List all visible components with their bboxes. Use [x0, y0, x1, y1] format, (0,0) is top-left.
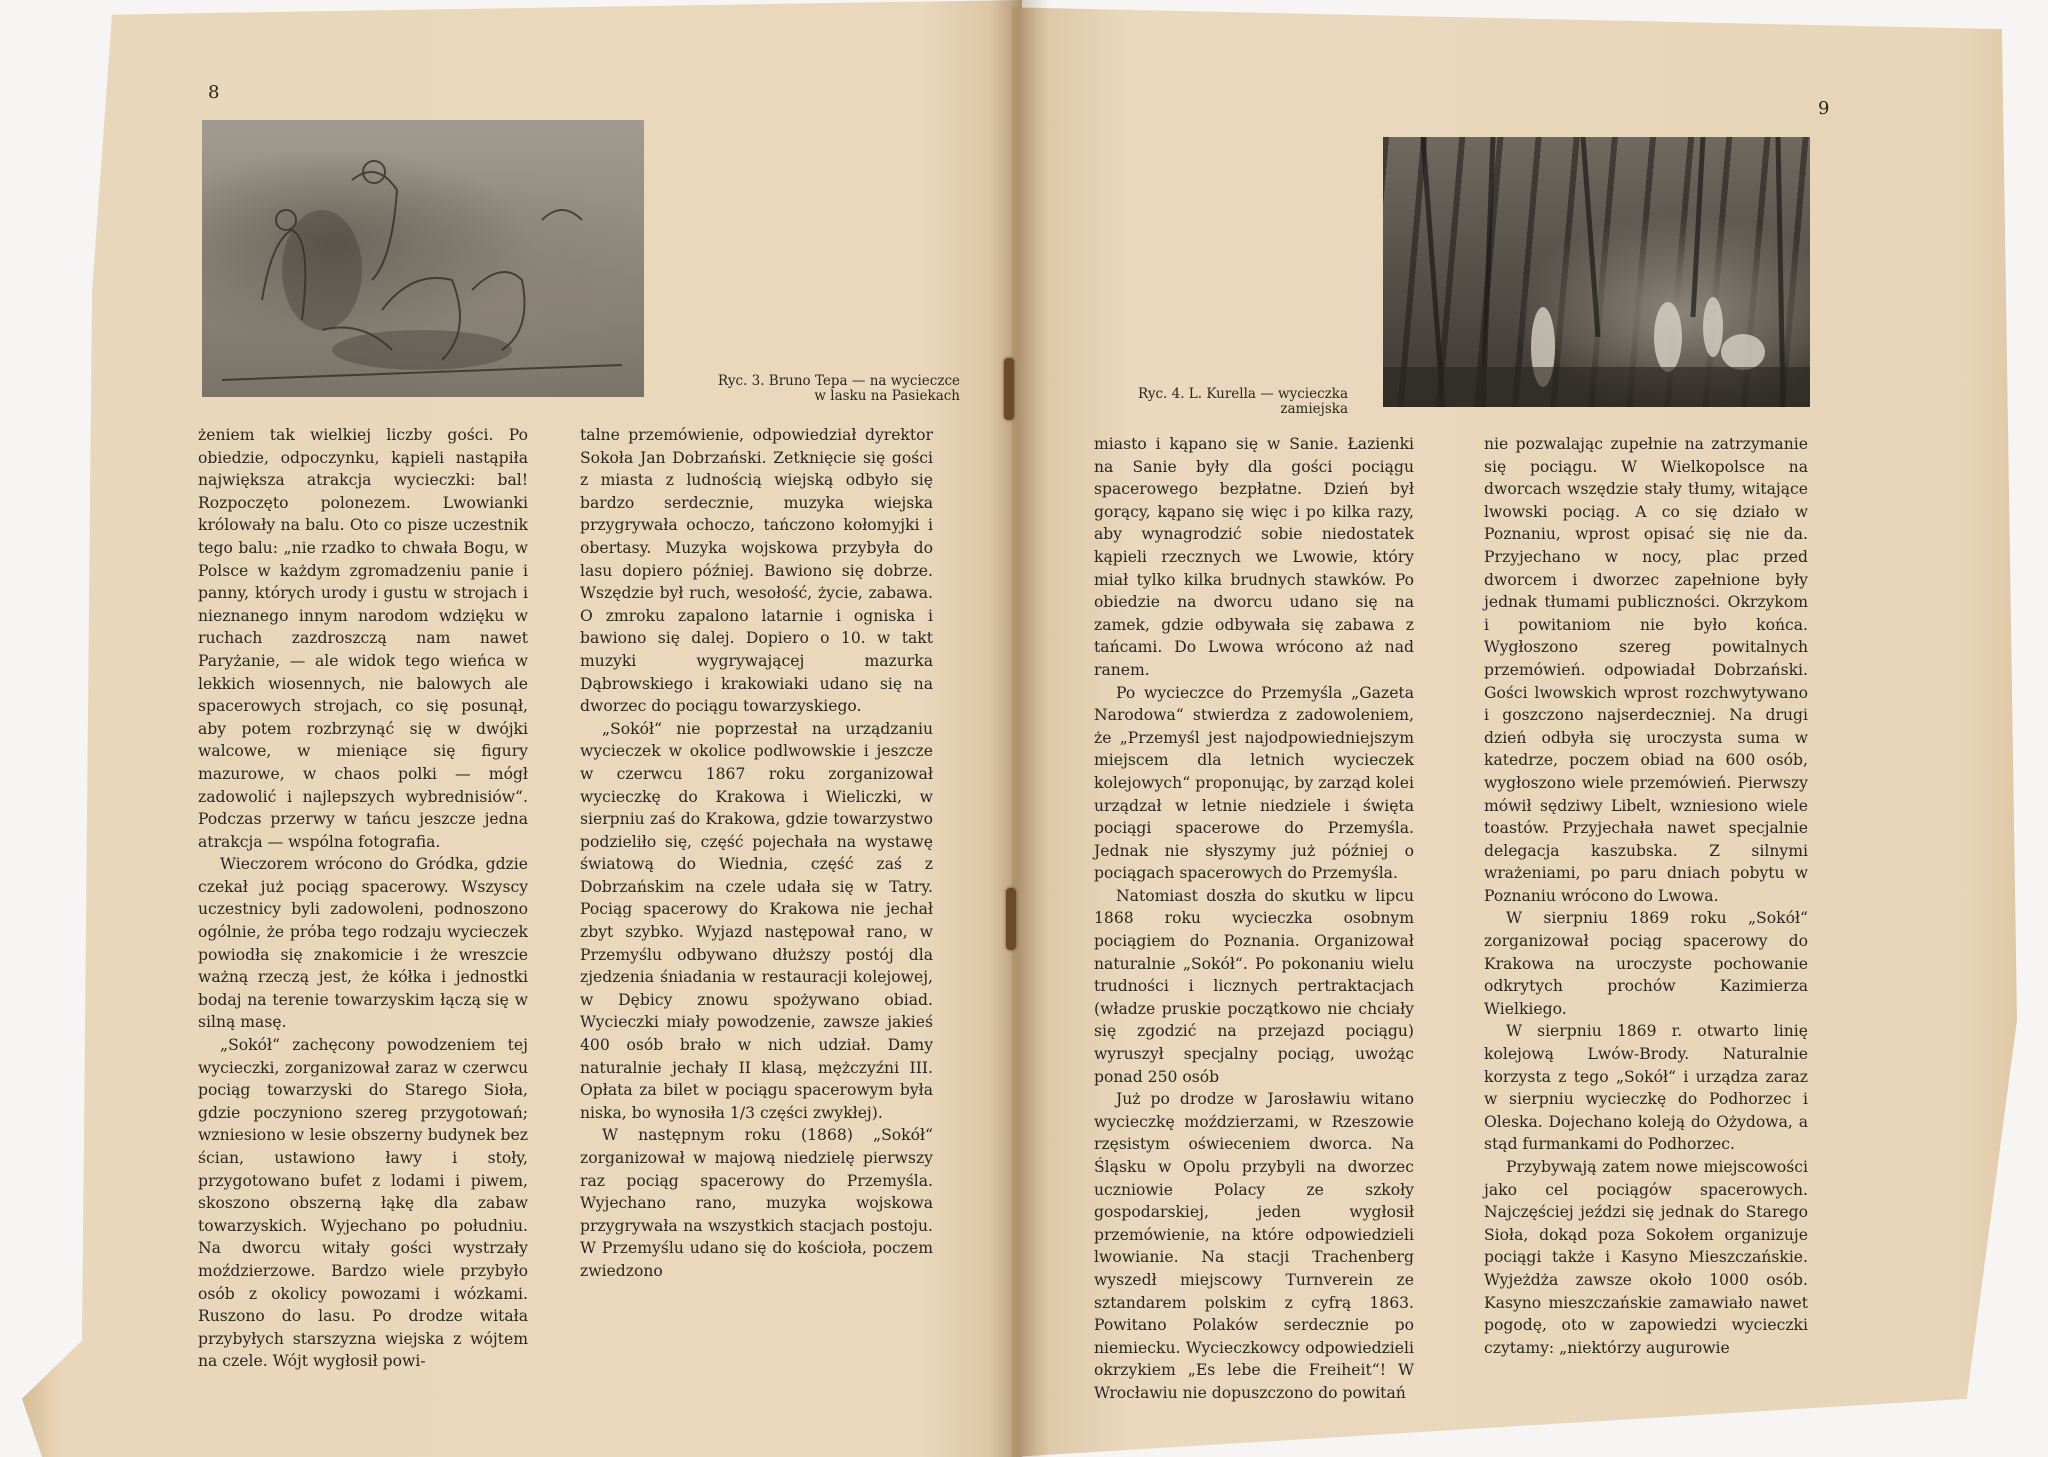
paragraph: nie pozwalając zupełnie na zatrzymanie się pociągu. W Wielkopolsce na dworcach wszędzie stały tłumy, witające lwowski pociąg. A co się działo w Poznaniu, wprost opisać się nie da. Przyjechano w nocy, plac przed dworcem i dworzec zapełnione były jednak tłumami publiczności. Okrzykom i powitaniom nie było końca. Wygłoszono szereg powitalnych przemówień. odpowiadał Dobrzański. Gości lwowskich wprost rozchwytywano i goszczono najserdeczniej. Na drugi dzień odbyła się uroczysta suma w katedrze, poczem obiad na 600 osób, wygłoszono wiele przemówień. Pierwszy mówił sędziwy Libelt, wzniesiono wiele toastów. Przyjechała nawet specjalnie delegacja kaszubska. Z silnymi wrażeniami, po paru dniach pobytu w Poznaniu wrócono do Lwowa.	[1484, 435, 1808, 905]
paragraph: Już po drodze w Jarosławiu witano wycieczkę moździerzami, w Rzeszowie rzęsistym oświeceniem dworca. Na Śląsku w Opolu przybyli na dworzec uczniowie Polacy ze szkoły gospodarskiej, jeden wygłosił przemówienie, na które odpowiedzieli lwowianie. Na stacji Trachenberg wyszedł miejscowy Turnverein ze sztandarem polskim z cyfrą 1863. Powitano Polaków serdecznie po niemiecku. Wycieczkowcy odpowiedzieli okrzykiem „Es lebe die Freiheit“! W Wrocławiu nie dopuszczono do powitań	[1094, 1090, 1414, 1402]
forest-illustration	[1383, 137, 1810, 407]
paragraph: W sierpniu 1869 r. otwarto linię kolejową Lwów-Brody. Naturalnie korzysta z tego „Sokół“ i urządza zaraz w sierpniu wycieczkę do Podhorzec i Oleska. Dojechano koleją do Ożydowa, a stąd furmankami do Podhorzec.	[1484, 1022, 1808, 1154]
paragraph: „Sokół“ zachęcony powodzeniem tej wycieczki, zorganizował zaraz w czerwcu pociąg towarzyski do Starego Sioła, gdzie poczyniono szereg przygotowań; wzniesiono w lesie obszerny budynek bez ścian, ustawiono ławy i stoły, przygotowano bufet z lodami i piwem, skoszono obszerną łąkę dla zabaw towarzyskich. Wyjechano po południu. Na dworcu witały gości wystrzały moździerzowe. Bardzo wiele przybyło osób z okolicy powozami i wózkami. Ruszono do lasu. Po drodze witała przybyłych starszyzna wiejska z wójtem na czele. Wójt wygłosił powi-	[198, 1036, 528, 1371]
paragraph: Po wycieczce do Przemyśla „Gazeta Narodowa“ stwierdza z zadowoleniem, że „Przemyśl jest najodpowiedniejszym miejscem dla letnich wycieczek kolejowych“ proponując, by zarząd kolei urządzał w letnie niedziele i święta pociągi spacerowe do Przemyśla. Jednak nie słyszymy już później o pociągach spacerowych do Przemyśla.	[1094, 683, 1414, 883]
page-number-left: 8	[208, 82, 220, 103]
staple-top	[1004, 358, 1014, 420]
figure-caption-right: Ryc. 4. L. Kurella — wycieczka zamiejska	[1137, 386, 1348, 417]
figure-caption-left: Ryc. 3. Bruno Tepa — na wycieczce w lasku na Pasiekach	[717, 373, 960, 404]
paragraph: żeniem tak wielkiej liczby gości. Po obiedzie, odpoczynku, kąpieli nastąpiła największa atrakcja wycieczki: bal! Rozpoczęto polonezem. Lwowianki królowały na balu. Oto co pisze uczestnik tego balu: „nie rzadko to chwała Bogu, w Polsce w każdym zgromadzeniu panie i panny, których urody i gustu w strojach i nieznanego innym narodom wdzięku w ruchach zazdroszczą nam nawet Paryżanie, — ale widok tego wieńca w lekkich wiosennych, nie balowych ale spacerowych strojach, co się posunął, aby potem rozbrzynąć się w dwójki walcowe, w mieniące się figury mazurowe, w chaos polki — mógł zadowolić i najlepszych wybrednisiów“. Podczas przerwy w tańcu jeszcze jedna atrakcja — wspólna fotografia.	[198, 426, 528, 851]
right-page-column-1	[1094, 433, 1414, 1405]
left-page-column-2	[580, 424, 933, 1283]
figure-illustration-right	[1383, 137, 1810, 407]
paragraph: W następnym roku (1868) „Sokół“ zorganizował w majową niedzielę pierwszy raz pociąg spacerowy do Przemyśla. Wyjechano rano, muzyka wojskowa przygrywała na wszystkich stacjach postoju. W Przemyślu udano się do kościoła, poczem zwiedzono	[580, 1126, 933, 1280]
paragraph: Natomiast doszła do skutku w lipcu 1868 roku wycieczka osobnym pociągiem do Poznania. Organizował naturalnie „Sokół“. Po pokonaniu wielu trudności i licznych pertraktacjach (władze pruskie początkowo nie chciały się zgodzić na przejazd pociągu) wyruszył specjalny pociąg, uwożąc ponad 250 osób	[1094, 886, 1414, 1086]
sketch-illustration	[202, 120, 644, 397]
paragraph: W sierpniu 1869 roku „Sokół“ zorganizował pociąg spacerowy do Krakowa na uroczyste pochowanie odkrytych prochów Kazimierza Wielkiego.	[1484, 909, 1808, 1018]
gutter-shadow	[990, 0, 1050, 1457]
paragraph: Przybywają zatem nowe miejscowości jako cel pociągów spacerowych. Najczęściej jeździ się jednak do Starego Sioła, dokąd poza Sokołem organizuje pociągi także i Kasyno Mieszczańskie. Wyjeżdża zawsze około 1000 osób. Kasyno mieszczańskie zamawiało nawet pogodę, oto w zapowiedzi wycieczki czytamy: „niektórzy augurowie	[1484, 1158, 1808, 1357]
figure-illustration-left	[202, 120, 644, 397]
paragraph: talne przemówienie, odpowiedział dyrektor Sokoła Jan Dobrzański. Zetknięcie się gości z miasta z ludnością wiejską odbyło się bardzo serdecznie, muzyka wiejska przygrywała ochoczo, tańczono kołomyjki i obertasy. Muzyka wojskowa przybyła do lasu dopiero później. Bawiono się dobrze. Wszędzie był ruch, wesołość, życie, zabawa. O zmroku zapalono latarnie i ogniska i bawiono się dalej. Dopiero o 10. w takt muzyki wygrywającej mazurka Dąbrowskiego i krakowiaki udano się na dworzec do pociągu towarzyskiego.	[580, 426, 933, 716]
paragraph: „Sokół“ nie poprzestał na urządzaniu wycieczek w okolice podlwowskie i jeszcze w czerwcu 1867 roku zorganizował wycieczkę do Krakowa i Wieliczki, w sierpniu zaś do Krakowa, gdzie towarzystwo podzieliło się, część pojechała na wystawę światową do Wiednia, część zaś z Dobrzańskim na czele udała się w Tatry. Pociąg spacerowy do Krakowa nie jechał zbyt szybko. Wyjazd następował rano, w Przemyślu odbywano dłuższy postój dla zjedzenia śniadania w restauracji kolejowej, w Dębicy znowu spożywano obiad. Wycieczki miały powodzenie, zawsze jakieś 400 osób brało w nich udział. Damy naturalnie jechały II klasą, mężczyźni III. Opłata za bilet w pociągu spacerowym była niska, bo wynosiła 1/3 części zwykłej).	[580, 719, 933, 1122]
paragraph: Wieczorem wrócono do Gródka, gdzie czekał już pociąg spacerowy. Wszyscy uczestnicy byli zadowoleni, podnoszono ogólnie, że próba tego rodzaju wycieczek powiodła się znakomicie i że wreszcie ważną rzeczą jest, że kółka i jednostki bodaj na terenie towarzyskim łączą się w silną masę.	[198, 855, 528, 1032]
page-number-right: 9	[1818, 98, 1830, 119]
paragraph: miasto i kąpano się w Sanie. Łazienki na Sanie były dla gości pociągu spacerowego bezpłatne. Dzień był gorący, kąpano się więc i po kilka razy, aby wynagrodzić sobie niedostatek kąpieli rzecznych we Lwowie, który miał tylko kilka brudnych stawków. Po obiedzie na dworcu udano się na zamek, gdzie odbywała się zabawa z tańcami. Do Lwowa wrócono aż nad ranem.	[1094, 435, 1414, 679]
right-page-column-2	[1484, 433, 1808, 1359]
left-page-column-1	[198, 424, 528, 1373]
staple-bottom	[1006, 888, 1016, 950]
